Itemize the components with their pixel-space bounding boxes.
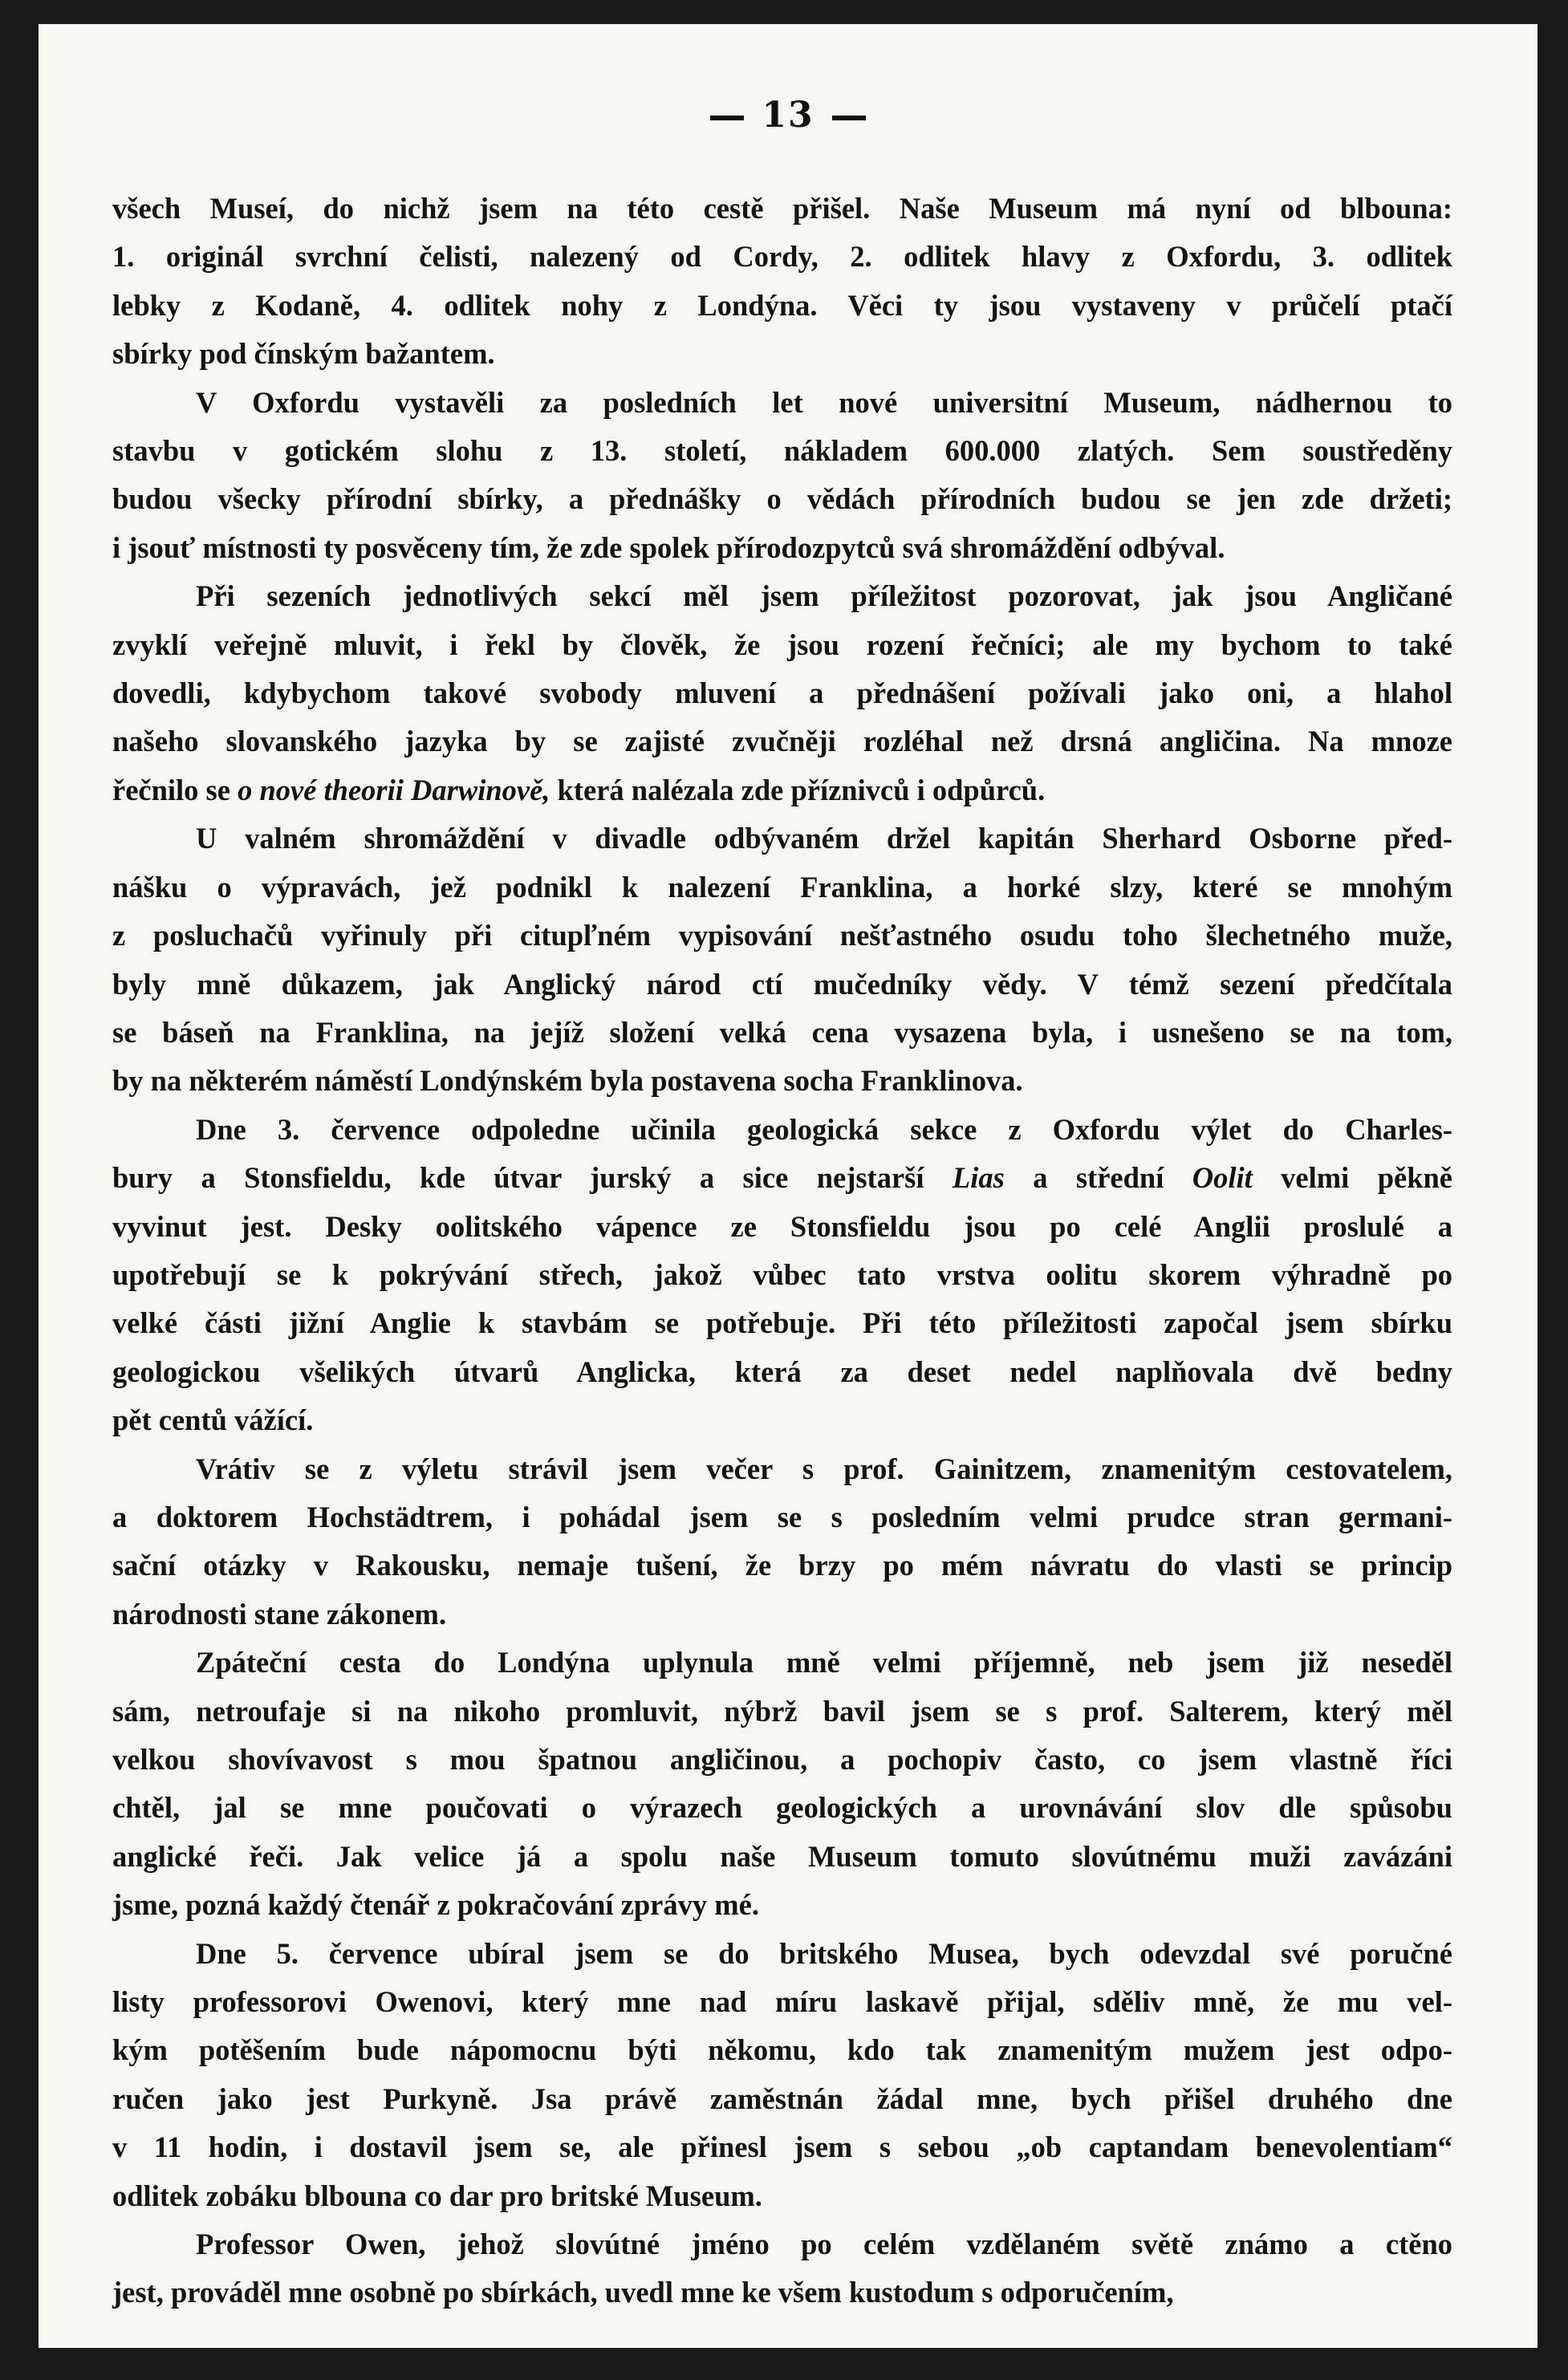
text-line: listy professorovi Owenovi, který mne nad míru laskavě přijal, sděliv mně, že mu vel-	[112, 1985, 1452, 2019]
text-line: by na některém náměstí Londýnském byla postavena socha Franklinova.	[112, 1064, 1023, 1098]
italic-text: Oolit	[1192, 1161, 1253, 1195]
text-line: jsme, pozná každý čtenář z pokračování zprávy mé.	[112, 1888, 759, 1922]
text-line: sbírky pod čínským bažantem.	[112, 337, 495, 371]
text-line: v 11 hodin, i dostavil jsem se, ale přinesl jsem s sebou „ob captandam benevolentiam“	[112, 2130, 1452, 2164]
text-line: z posluchačů vyřinuly při citupľném vypisování nešťastného osudu toho šlechetného muže,	[112, 919, 1452, 952]
text-line: Professor Owen, jehož slovútné jméno po celém vzdělaném světě známo a ctěno	[196, 2228, 1452, 2261]
paragraph	[112, 185, 1452, 379]
text-line: velké části jižní Anglie k stavbám se potřebuje. Při této příležitosti započal jsem sbírku	[112, 1306, 1452, 1340]
text-line: sám, netroufaje si na nikoho promluvit, nýbrž bavil jsem se s prof. Salterem, který měl	[112, 1694, 1452, 1728]
text-line: zvyklí veřejně mluvit, i řekl by člověk, že jsou rození řečníci; ale my bychom to také	[112, 627, 1452, 661]
text-line: dovedli, kdybychom takové svobody mluvení a přednášení požívali jako oni, a hlahol	[112, 676, 1452, 710]
header-dash-right	[832, 116, 866, 120]
text-line: i jsouť místnosti ty posvěceny tím, že zde spolek přírodozpytců svá shromáždění odbýval.	[112, 530, 1225, 564]
text-line: geologickou všelikých útvarů Anglicka, která za deset nedel naplňovala dvě bedny	[112, 1354, 1452, 1388]
header-dash-left	[710, 116, 744, 120]
page-number: 13	[762, 95, 814, 136]
text-line: upotřebují se k pokrývání střech, jakož vůbec tato vrstva oolitu skorem výhradně po	[112, 1257, 1452, 1291]
text-line: chtěl, jal se mne poučovati o výrazech geologických a urovnávání slov dle spůsobu	[112, 1791, 1452, 1825]
paragraph	[112, 572, 1452, 814]
text-line: našeho slovanského jazyka by se zajisté zvučněji rozléhal než drsná angličina. Na mnoze	[112, 725, 1452, 758]
text-line: velkou shovívavost s mou špatnou angličinou, a pochopiv často, co jsem vlastně říci	[112, 1743, 1452, 1776]
text-line: jest, prováděl mne osobně po sbírkách, uvedl mne ke všem kustodum s odporučením,	[112, 2276, 1174, 2309]
text-line: V Oxfordu vystavěli za posledních let nové universitní Museum, nádhernou to	[196, 385, 1452, 419]
text-line: U valném shromáždění v divadle odbývaném držel kapitán Sherhard Osborne před-	[196, 822, 1452, 855]
text-line: pět centů vážící.	[112, 1403, 314, 1437]
text-line: řečnilo se o nové theorii Darwinově, která nalézala zde příznivců i odpůrců.	[112, 773, 1046, 806]
text-line: odlitek zobáku blbouna co dar pro britské Museum.	[112, 2179, 762, 2212]
text-line: všech Museí, do nichž jsem na této cestě přišel. Naše Museum má nyní od blbouna:	[112, 192, 1452, 225]
text-line: a doktorem Hochstädtrem, i pohádal jsem se s posledním velmi prudce stran germani-	[112, 1500, 1452, 1533]
text-line: vyvinut jest. Desky oolitského vápence ze Stonsfieldu jsou po celé Anglii proslulé a	[112, 1209, 1452, 1243]
text-line: Vrátiv se z výletu strávil jsem večer s prof. Gainitzem, znamenitým cestovatelem,	[196, 1452, 1452, 1485]
paragraph	[112, 1639, 1452, 1929]
paragraph	[112, 1106, 1452, 1445]
text-line: ručen jako jest Purkyně. Jsa právě zaměstnán žádal mne, bych přišel druhého dne	[112, 2081, 1452, 2115]
text-line: 1. originál svrchní čelisti, nalezený od Cordy, 2. odlitek hlavy z Oxfordu, 3. odlitek	[112, 240, 1452, 274]
paragraph	[112, 1445, 1452, 1639]
paragraph	[112, 2220, 1452, 2317]
text-line: se báseň na Franklina, na jejíž složení velká cena vysazena byla, i usnešeno se na tom,	[112, 1015, 1452, 1049]
paragraph	[112, 1930, 1452, 2220]
text-line: nášku o výpravách, jež podnikl k nalezení Franklina, a horké slzy, které se mnohým	[112, 870, 1452, 904]
text-line: stavbu v gotickém slohu z 13. století, nákladem 600.000 zlatých. Sem soustředěny	[112, 434, 1452, 468]
text-line: Dne 5. července ubíral jsem se do britského Musea, bych odevzdal své poručné	[196, 1936, 1452, 1970]
text-line: budou všecky přírodní sbírky, a přednášky o vědách přírodních budou se jen zde držeti;	[112, 482, 1452, 516]
text-line: Dne 3. července odpoledne učinila geologická sekce z Oxfordu výlet do Charles-	[196, 1112, 1452, 1146]
text-line: národnosti stane zákonem.	[112, 1597, 447, 1631]
text-line: Při sezeních jednotlivých sekcí měl jsem příležitost pozorovat, jak jsou Angličané	[196, 579, 1452, 613]
text-line: kým potěšením bude nápomocnu býti někomu, kdo tak znamenitým mužem jest odpo-	[112, 2033, 1452, 2067]
text-line: sační otázky v Rakousku, nemaje tušení, že brzy po mém návratu do vlasti se princip	[112, 1549, 1452, 1582]
italic-text: o nové theorii Darwinově,	[238, 773, 550, 806]
body-text	[112, 185, 1452, 2317]
text-line: byly mně důkazem, jak Anglický národ ctí mučedníky vědy. V témž sezení předčítala	[112, 967, 1452, 1001]
text-line: lebky z Kodaně, 4. odlitek nohy z Londýna. Věci ty jsou vystaveny v průčelí ptačí	[112, 288, 1452, 322]
book-page	[39, 24, 1538, 2348]
paragraph	[112, 379, 1452, 573]
italic-text: Lias	[952, 1161, 1005, 1195]
page-header	[39, 95, 1538, 136]
paragraph	[112, 814, 1452, 1105]
text-line: bury a Stonsfieldu, kde útvar jurský a sice nejstarší Lias a střední Oolit velmi pěkně	[112, 1161, 1452, 1195]
text-line: Zpáteční cesta do Londýna uplynula mně velmi příjemně, neb jsem již neseděl	[196, 1646, 1452, 1679]
text-line: anglické řeči. Jak velice já a spolu naše Museum tomuto slovútnému muži zavázáni	[112, 1839, 1452, 1873]
